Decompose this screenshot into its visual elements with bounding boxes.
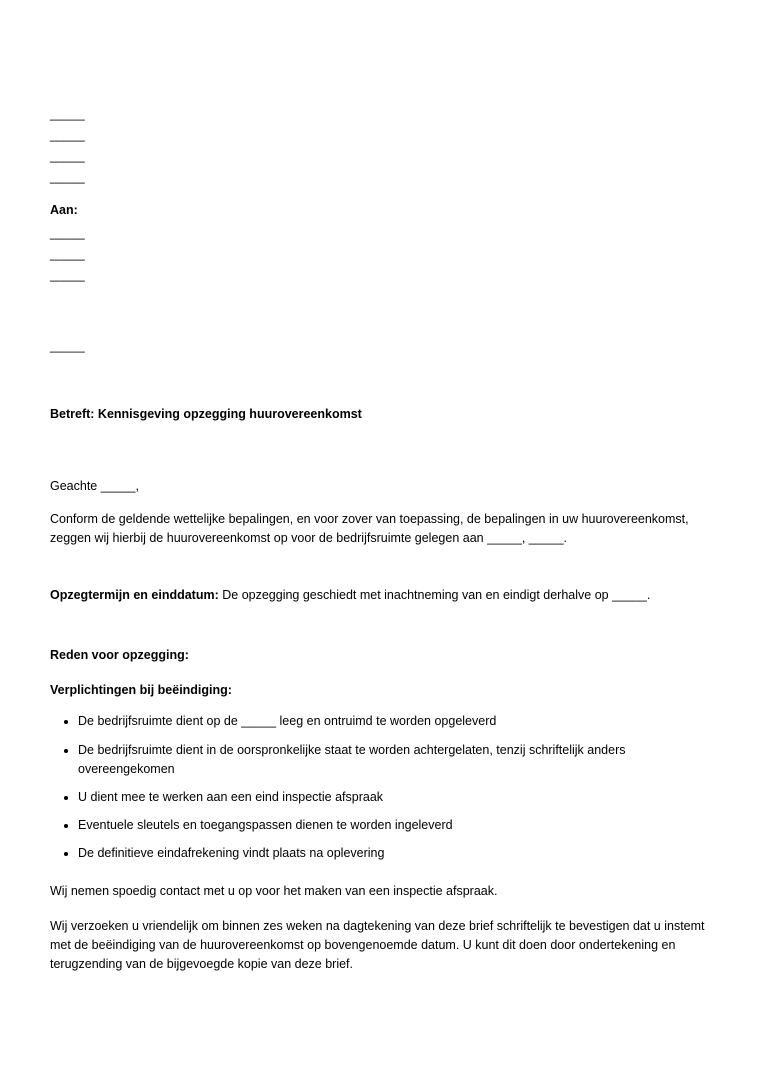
date-line: _____ (50, 339, 85, 353)
sender-line: _____ (50, 107, 85, 121)
confirm-paragraph: Wij verzoeken u vriendelijk om binnen zes weken na dagtekening van deze brief schriftelijk te bevestigen dat u instemt met de beëindiging van de huurovereenkomst op bovengenoemde datum. U kunt dit doen door ondertekening en terugzending van de bijgevoegde kopie van deze brief. (50, 919, 705, 971)
list-item: De definitieve eindafrekening vindt plaats na oplevering (50, 844, 720, 863)
recipient-label: Aan: (50, 203, 78, 217)
obligations-heading: Verplichtingen bij beëindiging: (50, 683, 232, 697)
contact-paragraph: Wij nemen spoedig contact met u op voor het maken van een inspectie afspraak. (50, 884, 498, 898)
sender-line: _____ (50, 170, 85, 184)
recipient-line: _____ (50, 247, 85, 261)
reason-heading: Reden voor opzegging: (50, 648, 189, 662)
list-item: De bedrijfsruimte dient in de oorspronkelijke staat te worden achtergelaten, tenzij schriftelijk anders overeengekomen (50, 741, 720, 779)
recipient-line: _____ (50, 226, 85, 240)
notice-paragraph (50, 586, 718, 605)
salutation: Geachte _____, (50, 479, 139, 493)
intro-paragraph: Conform de geldende wettelijke bepalingen, en voor zover van toepassing, de bepalingen in uw huurovereenkomst, zeggen wij hierbij de huurovereenkomst op voor de bedrijfsruimte gelegen aan _____, _____. (50, 512, 689, 545)
list-item: U dient mee te werken aan een eind inspectie afspraak (50, 788, 720, 807)
list-item: De bedrijfsruimte dient op de _____ leeg en ontruimd te worden opgeleverd (50, 712, 720, 731)
notice-label: Opzegtermijn en einddatum: (50, 588, 219, 602)
sender-line: _____ (50, 128, 85, 142)
obligations-list (50, 712, 720, 863)
notice-text: De opzegging geschiedt met inachtneming van en eindigt derhalve op _____. (218, 588, 651, 602)
list-item: Eventuele sleutels en toegangspassen dienen te worden ingeleverd (50, 816, 720, 835)
subject-line: Betreft: Kennisgeving opzegging huurovereenkomst (50, 407, 362, 421)
recipient-line: _____ (50, 268, 85, 282)
sender-line: _____ (50, 149, 85, 163)
